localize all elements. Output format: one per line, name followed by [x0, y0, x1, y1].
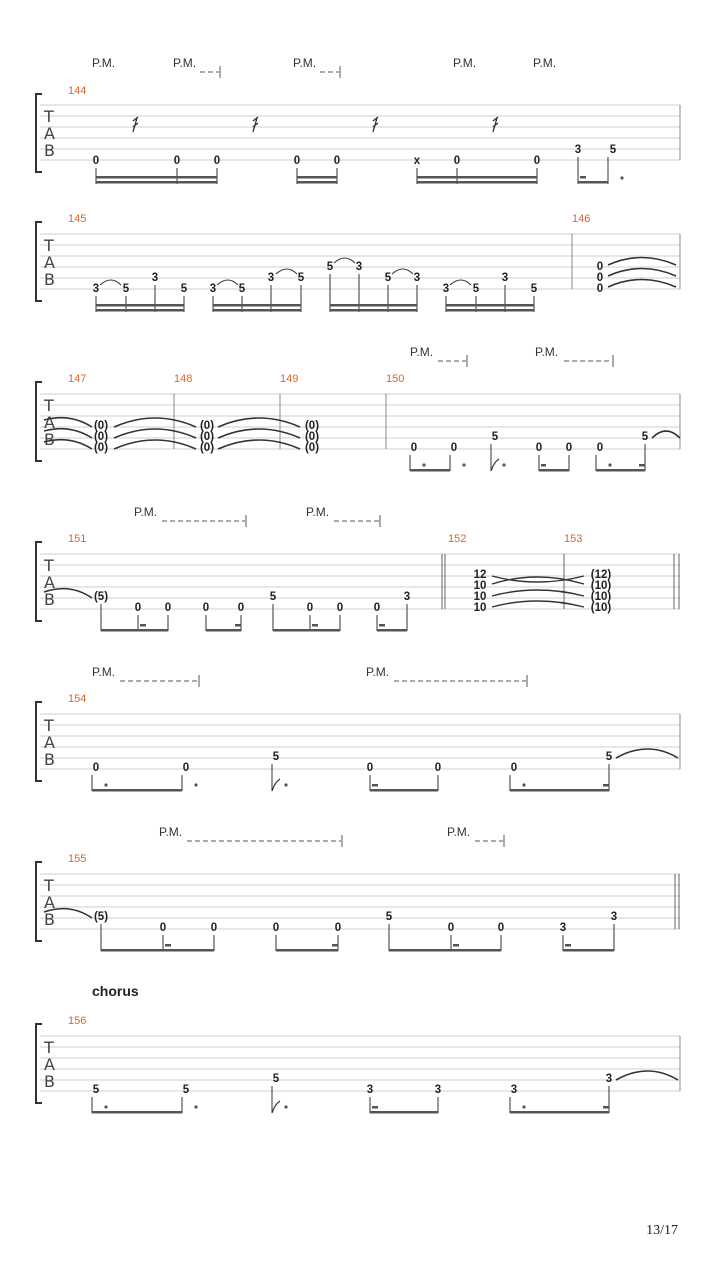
tab-note: (0) [199, 442, 215, 454]
bar-number: 144 [68, 85, 87, 97]
tab-note: 0 [596, 272, 604, 284]
tab-note: 0 [293, 155, 301, 167]
palm-mute-marker: P.M. [306, 505, 330, 519]
tab-clef-t: T [44, 876, 54, 895]
palm-mute-marker: P.M. [453, 56, 477, 70]
tab-note: (0) [304, 431, 320, 443]
tab-note: x [413, 155, 421, 167]
palm-mute-marker: P.M. [92, 665, 116, 679]
tab-note: 3 [413, 272, 421, 284]
tab-note: 3 [605, 1073, 613, 1085]
tab-note: 0 [510, 762, 518, 774]
bar-number: 155 [68, 853, 87, 865]
tab-note: 0 [306, 602, 314, 614]
tab-note: 0 [434, 762, 442, 774]
tab-note: 5 [272, 1073, 280, 1085]
tab-note: 5 [238, 283, 246, 295]
tab-note: 5 [269, 591, 277, 603]
tab-note: 0 [533, 155, 541, 167]
bar-number: 146 [572, 213, 591, 225]
tab-clef-t: T [44, 716, 54, 735]
tab-note: 0 [159, 922, 167, 934]
tab-note: (0) [199, 431, 215, 443]
tab-note: 3 [434, 1084, 442, 1096]
tab-note: (0) [304, 442, 320, 454]
tab-note: 3 [267, 272, 275, 284]
tab-note: 3 [510, 1084, 518, 1096]
bar-number: 156 [68, 1015, 87, 1027]
tab-note: 3 [501, 272, 509, 284]
tab-note: 10 [473, 602, 487, 614]
palm-mute-marker: P.M. [134, 505, 158, 519]
system-7 [36, 983, 680, 1114]
palm-mute-marker: P.M. [293, 56, 317, 70]
tab-note: 0 [596, 442, 604, 454]
tab-note: 0 [497, 922, 505, 934]
bar-number: 151 [68, 533, 87, 545]
tab-note: 0 [213, 155, 221, 167]
tab-note: 3 [442, 283, 450, 295]
bar-number: 147 [68, 373, 87, 385]
tab-note: 0 [237, 602, 245, 614]
tab-note: (0) [199, 420, 215, 432]
tab-note: 0 [92, 762, 100, 774]
tab-note: 0 [453, 155, 461, 167]
tab-note: 0 [535, 442, 543, 454]
tab-note: 3 [403, 591, 411, 603]
tab-note: 3 [574, 144, 582, 156]
system-6 [36, 825, 680, 952]
tab-note: 0 [410, 442, 418, 454]
tab-note: 0 [565, 442, 573, 454]
tab-note: 5 [182, 1084, 190, 1096]
tab-note: 3 [559, 922, 567, 934]
tab-note: 5 [272, 751, 280, 763]
tab-note: 3 [366, 1084, 374, 1096]
tab-note: 0 [596, 283, 604, 295]
tab-clef-a: A [44, 413, 55, 432]
tab-note: 3 [610, 911, 618, 923]
tab-note: 3 [92, 283, 100, 295]
tab-note: 0 [92, 155, 100, 167]
tab-clef-a: A [44, 893, 55, 912]
tab-note: (0) [93, 431, 109, 443]
tab-note: (12) [590, 569, 612, 581]
tab-note: 5 [530, 283, 538, 295]
bar-number: 150 [386, 373, 405, 385]
tab-note: 0 [366, 762, 374, 774]
tab-note: 5 [491, 431, 499, 443]
tab-note: (10) [590, 580, 612, 592]
tab-note: 0 [202, 602, 210, 614]
tab-note: 10 [473, 580, 487, 592]
tab-note: (5) [93, 591, 109, 603]
tab-note: 0 [336, 602, 344, 614]
tab-clef-a: A [44, 124, 55, 143]
tab-note: 0 [134, 602, 142, 614]
page-number: 13/17 [646, 1223, 678, 1238]
tab-note: 5 [180, 283, 188, 295]
tab-clef-a: A [44, 253, 55, 272]
tab-clef-t: T [44, 396, 54, 415]
tab-clef-b: B [44, 1072, 55, 1091]
tab-note: 5 [472, 283, 480, 295]
tab-note: 5 [92, 1084, 100, 1096]
tab-note: (10) [590, 602, 612, 614]
bar-number: 153 [564, 533, 583, 545]
system-3 [36, 345, 680, 472]
tab-note: (10) [590, 591, 612, 603]
tab-note: 12 [473, 569, 487, 581]
tab-note: 3 [151, 272, 159, 284]
system-1 [36, 56, 680, 184]
tab-note: 0 [182, 762, 190, 774]
tab-note: 5 [609, 144, 617, 156]
tab-clef-b: B [44, 270, 55, 289]
palm-mute-marker: P.M. [447, 825, 471, 839]
palm-mute-marker: P.M. [366, 665, 390, 679]
tab-clef-b: B [44, 141, 55, 160]
palm-mute-marker: P.M. [533, 56, 557, 70]
bar-number: 145 [68, 213, 87, 225]
tab-note: 0 [373, 602, 381, 614]
palm-mute-marker: P.M. [159, 825, 183, 839]
tab-note: (5) [93, 911, 109, 923]
tab-clef-t: T [44, 236, 54, 255]
tab-note: 5 [641, 431, 649, 443]
tab-note: 0 [447, 922, 455, 934]
tab-note: (0) [93, 442, 109, 454]
tab-note: 5 [385, 911, 393, 923]
tab-note: (0) [304, 420, 320, 432]
tab-clef-a: A [44, 733, 55, 752]
tab-note: 0 [334, 922, 342, 934]
tab-note: 5 [297, 272, 305, 284]
section-label: chorus [92, 983, 139, 999]
tab-note: 0 [173, 155, 181, 167]
tab-note: (0) [93, 420, 109, 432]
tab-clef-t: T [44, 1038, 54, 1057]
bar-number: 154 [68, 693, 87, 705]
tab-clef-b: B [44, 430, 55, 449]
tab-note: 5 [326, 261, 334, 273]
palm-mute-marker: P.M. [92, 56, 116, 70]
bar-number: 148 [174, 373, 193, 385]
tab-clef-t: T [44, 107, 54, 126]
tab-clef-t: T [44, 556, 54, 575]
tab-note: 0 [333, 155, 341, 167]
system-5 [36, 665, 680, 792]
bar-number: 149 [280, 373, 299, 385]
tab-note: 0 [164, 602, 172, 614]
tab-clef-b: B [44, 910, 55, 929]
tab-note: 0 [272, 922, 280, 934]
tab-note: 0 [450, 442, 458, 454]
tab-clef-b: B [44, 750, 55, 769]
tab-note: 5 [605, 751, 613, 763]
palm-mute-marker: P.M. [410, 345, 434, 359]
system-2 [36, 213, 680, 312]
tab-note: 3 [209, 283, 217, 295]
system-4 [36, 505, 680, 632]
palm-mute-marker: P.M. [173, 56, 197, 70]
tab-clef-a: A [44, 573, 55, 592]
bar-number: 152 [448, 533, 467, 545]
tab-note: 10 [473, 591, 487, 603]
tab-note: 5 [384, 272, 392, 284]
palm-mute-marker: P.M. [535, 345, 559, 359]
tab-note: 3 [355, 261, 363, 273]
tab-note: 5 [122, 283, 130, 295]
tab-note: 0 [596, 261, 604, 273]
tab-clef-a: A [44, 1055, 55, 1074]
tab-clef-b: B [44, 590, 55, 609]
tab-note: 0 [210, 922, 218, 934]
